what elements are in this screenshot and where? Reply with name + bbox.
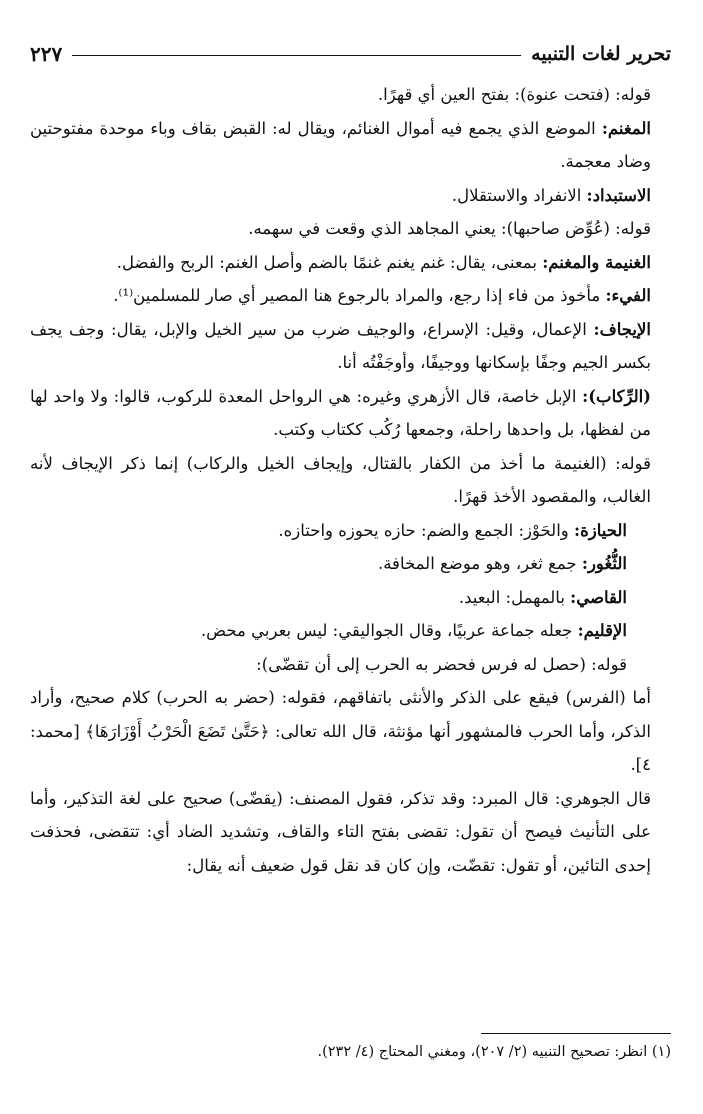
paragraph-text: الإبل خاصة، قال الأزهري وغيره: هي الرواحل المعدة للركوب، قالوا: ولا واحد لها من لفظها، بل واحدها راحلة، وجمعها رُكُب ككتاب وكتب. <box>30 386 651 439</box>
page-number: ٢٢٧ <box>30 42 63 66</box>
paragraph-p7 <box>30 313 671 380</box>
paragraph-text: قوله: (حصل له فرس فحضر به الحرب إلى أن تقضّى): <box>256 654 627 674</box>
paragraph-text: الإعمال، وقيل: الإسراع، والوجيف ضرب من سير الخيل والإبل، يقال: وجف يجف بكسر الجيم وجفًا بإسكانها ووجيفًا، وأوجَفْتُه أنا. <box>30 319 651 372</box>
term-heading: الحيازة: <box>574 520 627 540</box>
paragraph-text: قال الجوهري: قال المبرد: وقد تذكر، فقول المصنف: (يقضّى) صحيح على لغة التذكير، وأما على التأنيث فيصح أن تقول: تقضى بفتح التاء والقاف، وتشديد الضاد أي: تتقضى، فحذفت إحدى التائين، أو تقول: تقضّت، وإن كان قد نقل قول ضعيف أنه يقال: <box>30 788 651 875</box>
paragraph-text: والحَوْز: الجمع والضم: حازه يحوزه واحتازه. <box>278 520 575 540</box>
paragraph-p1 <box>30 78 671 112</box>
paragraph-p2 <box>30 112 671 179</box>
page-header <box>30 30 671 64</box>
paragraph-text: بالمهمل: البعيد. <box>458 587 571 607</box>
paragraph-p15 <box>30 681 671 782</box>
footnote: (١) انظر: تصحيح التنبيه (٢/ ٢٠٧)، ومغني المحتاج (٤/ ٢٣٢). <box>317 1044 671 1060</box>
paragraph-text: جمع ثغر، وهو موضع المخافة. <box>377 554 582 573</box>
paragraph-p14 <box>30 648 671 682</box>
term-heading: الفيء: <box>605 286 651 305</box>
header-rule <box>72 55 521 56</box>
paragraph-p13 <box>30 614 671 648</box>
term-heading: المغنم: <box>601 118 651 138</box>
paragraph-text: قوله: (الغنيمة ما أخذ من الكفار بالقتال، وإيجاف الخيل والركاب) إنما ذكر الإيجاف لأنه الغالب، والمقصود الأخذ قهرًا. <box>30 453 651 506</box>
term-heading: القاصي: <box>570 587 627 607</box>
paragraph-p4 <box>30 212 671 246</box>
term-heading: الغنيمة والمغنم: <box>542 252 651 272</box>
paragraph-text: قوله: (فتحت عنوة): بفتح العين أي قهرًا. <box>377 85 651 104</box>
paragraph-p5 <box>30 246 671 280</box>
paragraph-p8 <box>30 380 671 447</box>
paragraph-text: بمعنى، يقال: غنم يغنم غنمًا بالضم وأصل الغنم: الربح والفضل. <box>116 252 543 272</box>
paragraph-p3 <box>30 179 671 213</box>
paragraph-text: مأخوذ من فاء إذا رجع، والمراد بالرجوع هنا المصير أي صار للمسلمين⁽¹⁾. <box>113 286 606 305</box>
term-heading: الاستبداد: <box>586 185 651 205</box>
paragraph-p11 <box>30 547 671 581</box>
paragraph-p6 <box>30 279 671 313</box>
paragraph-p12 <box>30 581 671 615</box>
footnote-rule <box>481 1033 671 1034</box>
term-heading: الإقليم: <box>577 621 627 640</box>
paragraph-text: جعله جماعة عربيًا، وقال الجواليقي: ليس بعربي محض. <box>200 621 578 640</box>
paragraph-p10 <box>30 514 671 548</box>
paragraph-text: الموضع الذي يجمع فيه أموال الغنائم، ويقال له: القبض بقاف وباء موحدة مفتوحتين وضاد معجمة. <box>30 118 651 171</box>
paragraph-text: قوله: (عُوِّض صاحبها): يعني المجاهد الذي وقعت في سهمه. <box>248 219 651 238</box>
term-heading: (الرِّكاب): <box>582 386 651 406</box>
term-heading: الإيجاف: <box>593 319 651 339</box>
body-text <box>30 78 671 882</box>
term-heading: الثُّغُور: <box>581 554 627 573</box>
paragraph-p16 <box>30 782 671 883</box>
paragraph-p9 <box>30 447 671 514</box>
paragraph-text: أما (الفرس) فيقع على الذكر والأنثى باتفاقهم، فقوله: (حضر به الحرب) كلام صحيح، وأراد الذكر، وأما الحرب فالمشهور أنها مؤنثة، قال الله تعالى: ﴿حَتَّىٰ تَضَعَ الْحَرْبُ أَوْزَارَهَا﴾ [محمد: ٤]. <box>30 688 651 774</box>
running-title: تحرير لغات التنبيه <box>531 43 671 65</box>
paragraph-text: الانفراد والاستقلال. <box>451 185 587 205</box>
